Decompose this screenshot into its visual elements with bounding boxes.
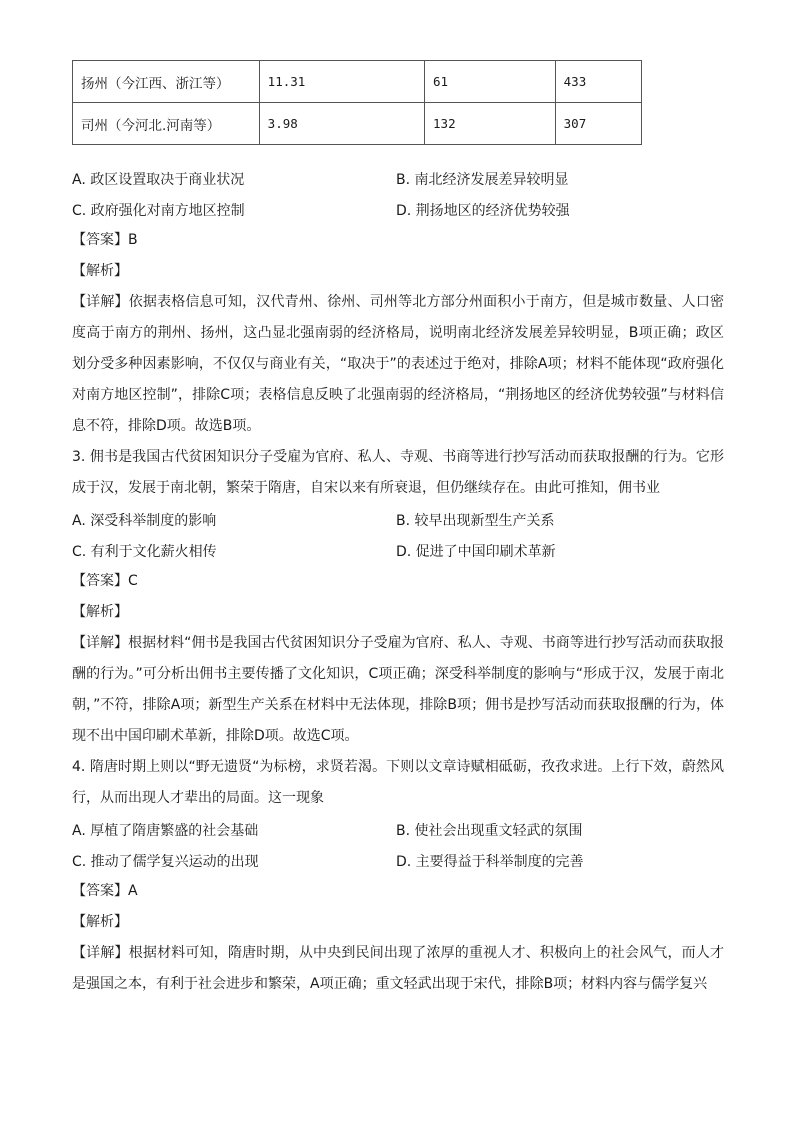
table-cell: 307 bbox=[555, 103, 641, 145]
q2-option-a: A. 政区设置取决于商业状况 bbox=[72, 172, 245, 188]
q3-detail: 【详解】根据材料“佣书是我国古代贫困知识分子受雇为官府、私人、寺观、书商等进行抄写活动而获取报酬的行为。”可分析出佣书主要传播了文化知识，C项正确；深受科举制度的影响与“形成于汉，发展于南北朝，”不符，排除A项；新型生产关系在材料中无法体现，排除B项；佣书是抄写活动而获取报酬的行为，体现不出中国印刷术革新，排除D项。故选C项。 bbox=[72, 635, 724, 744]
table-cell: 11.31 bbox=[259, 61, 424, 103]
q2-analysis-label: 【解析】 bbox=[72, 263, 128, 279]
q4-answer: 【答案】A bbox=[72, 883, 138, 899]
q3-option-a: A. 深受科举制度的影响 bbox=[72, 513, 217, 529]
q3-analysis-label: 【解析】 bbox=[72, 604, 128, 620]
q3-answer: 【答案】C bbox=[72, 573, 138, 589]
table-row bbox=[73, 61, 642, 103]
table-row bbox=[73, 103, 642, 145]
table-cell: 司州（今河北.河南等） bbox=[73, 103, 260, 145]
data-table bbox=[72, 60, 642, 145]
q3-option-b: B. 较早出现新型生产关系 bbox=[396, 513, 555, 529]
table-cell: 3.98 bbox=[259, 103, 424, 145]
q4-detail: 【详解】根据材料可知，隋唐时期，从中央到民间出现了浓厚的重视人才、积极向上的社会风气，而人才是强国之本，有利于社会进步和繁荣，A项正确；重文轻武出现于宋代，排除B项；材料内容与儒学复兴 bbox=[72, 945, 724, 992]
q3-option-c: C. 有利于文化薪火相传 bbox=[72, 544, 217, 560]
q4-option-d: D. 主要得益于科举制度的完善 bbox=[396, 854, 584, 870]
q4-option-c: C. 推动了儒学复兴运动的出现 bbox=[72, 854, 259, 870]
document-page bbox=[72, 60, 724, 1000]
q2-options-row-1 bbox=[72, 163, 724, 194]
table-cell: 扬州（今江西、浙江等） bbox=[73, 61, 260, 103]
q4-options-row-2 bbox=[72, 845, 724, 876]
q3-stem: 3. 佣书是我国古代贫困知识分子受雇为官府、私人、寺观、书商等进行抄写活动而获取报酬的行为。它形成于汉，发展于南北朝，繁荣于隋唐，自宋以来有所衰退，但仍继续存在。由此可推知，佣书业 bbox=[72, 449, 724, 496]
table-cell: 61 bbox=[425, 61, 556, 103]
q2-detail: 【详解】依据表格信息可知，汉代青州、徐州、司州等北方部分州面积小于南方，但是城市数量、人口密度高于南方的荆州、扬州，这凸显北强南弱的经济格局，说明南北经济发展差异较明显，B项正确；政区划分受多种因素影响，不仅仅与商业有关，“取决于”的表述过于绝对，排除A项；材料不能体现“政府强化对南方地区控制”，排除C项；表格信息反映了北强南弱的经济格局，“荆扬地区的经济优势较强”与材料信息不符，排除D项。故选B项。 bbox=[72, 294, 724, 434]
q4-option-b: B. 使社会出现重文轻武的氛围 bbox=[396, 823, 583, 839]
q3-options-row-2 bbox=[72, 535, 724, 566]
q4-analysis-label: 【解析】 bbox=[72, 914, 128, 930]
q4-options-row-1 bbox=[72, 814, 724, 845]
q4-option-a: A. 厚植了隋唐繁盛的社会基础 bbox=[72, 823, 259, 839]
q2-option-b: B. 南北经济发展差异较明显 bbox=[396, 172, 569, 188]
q3-options-row-1 bbox=[72, 504, 724, 535]
q2-answer: 【答案】B bbox=[72, 232, 138, 248]
q2-option-d: D. 荆扬地区的经济优势较强 bbox=[396, 203, 570, 219]
q2-option-c: C. 政府强化对南方地区控制 bbox=[72, 203, 245, 219]
q4-stem: 4. 隋唐时期上则以“野无遗贤“为标榜，求贤若渴。下则以文章诗赋相砥砺，孜孜求进。上行下效，蔚然风行，从而出现人才辈出的局面。这一现象 bbox=[72, 759, 724, 806]
q2-options-row-2 bbox=[72, 194, 724, 225]
table-cell: 132 bbox=[425, 103, 556, 145]
table-cell: 433 bbox=[555, 61, 641, 103]
q3-option-d: D. 促进了中国印刷术革新 bbox=[396, 544, 556, 560]
